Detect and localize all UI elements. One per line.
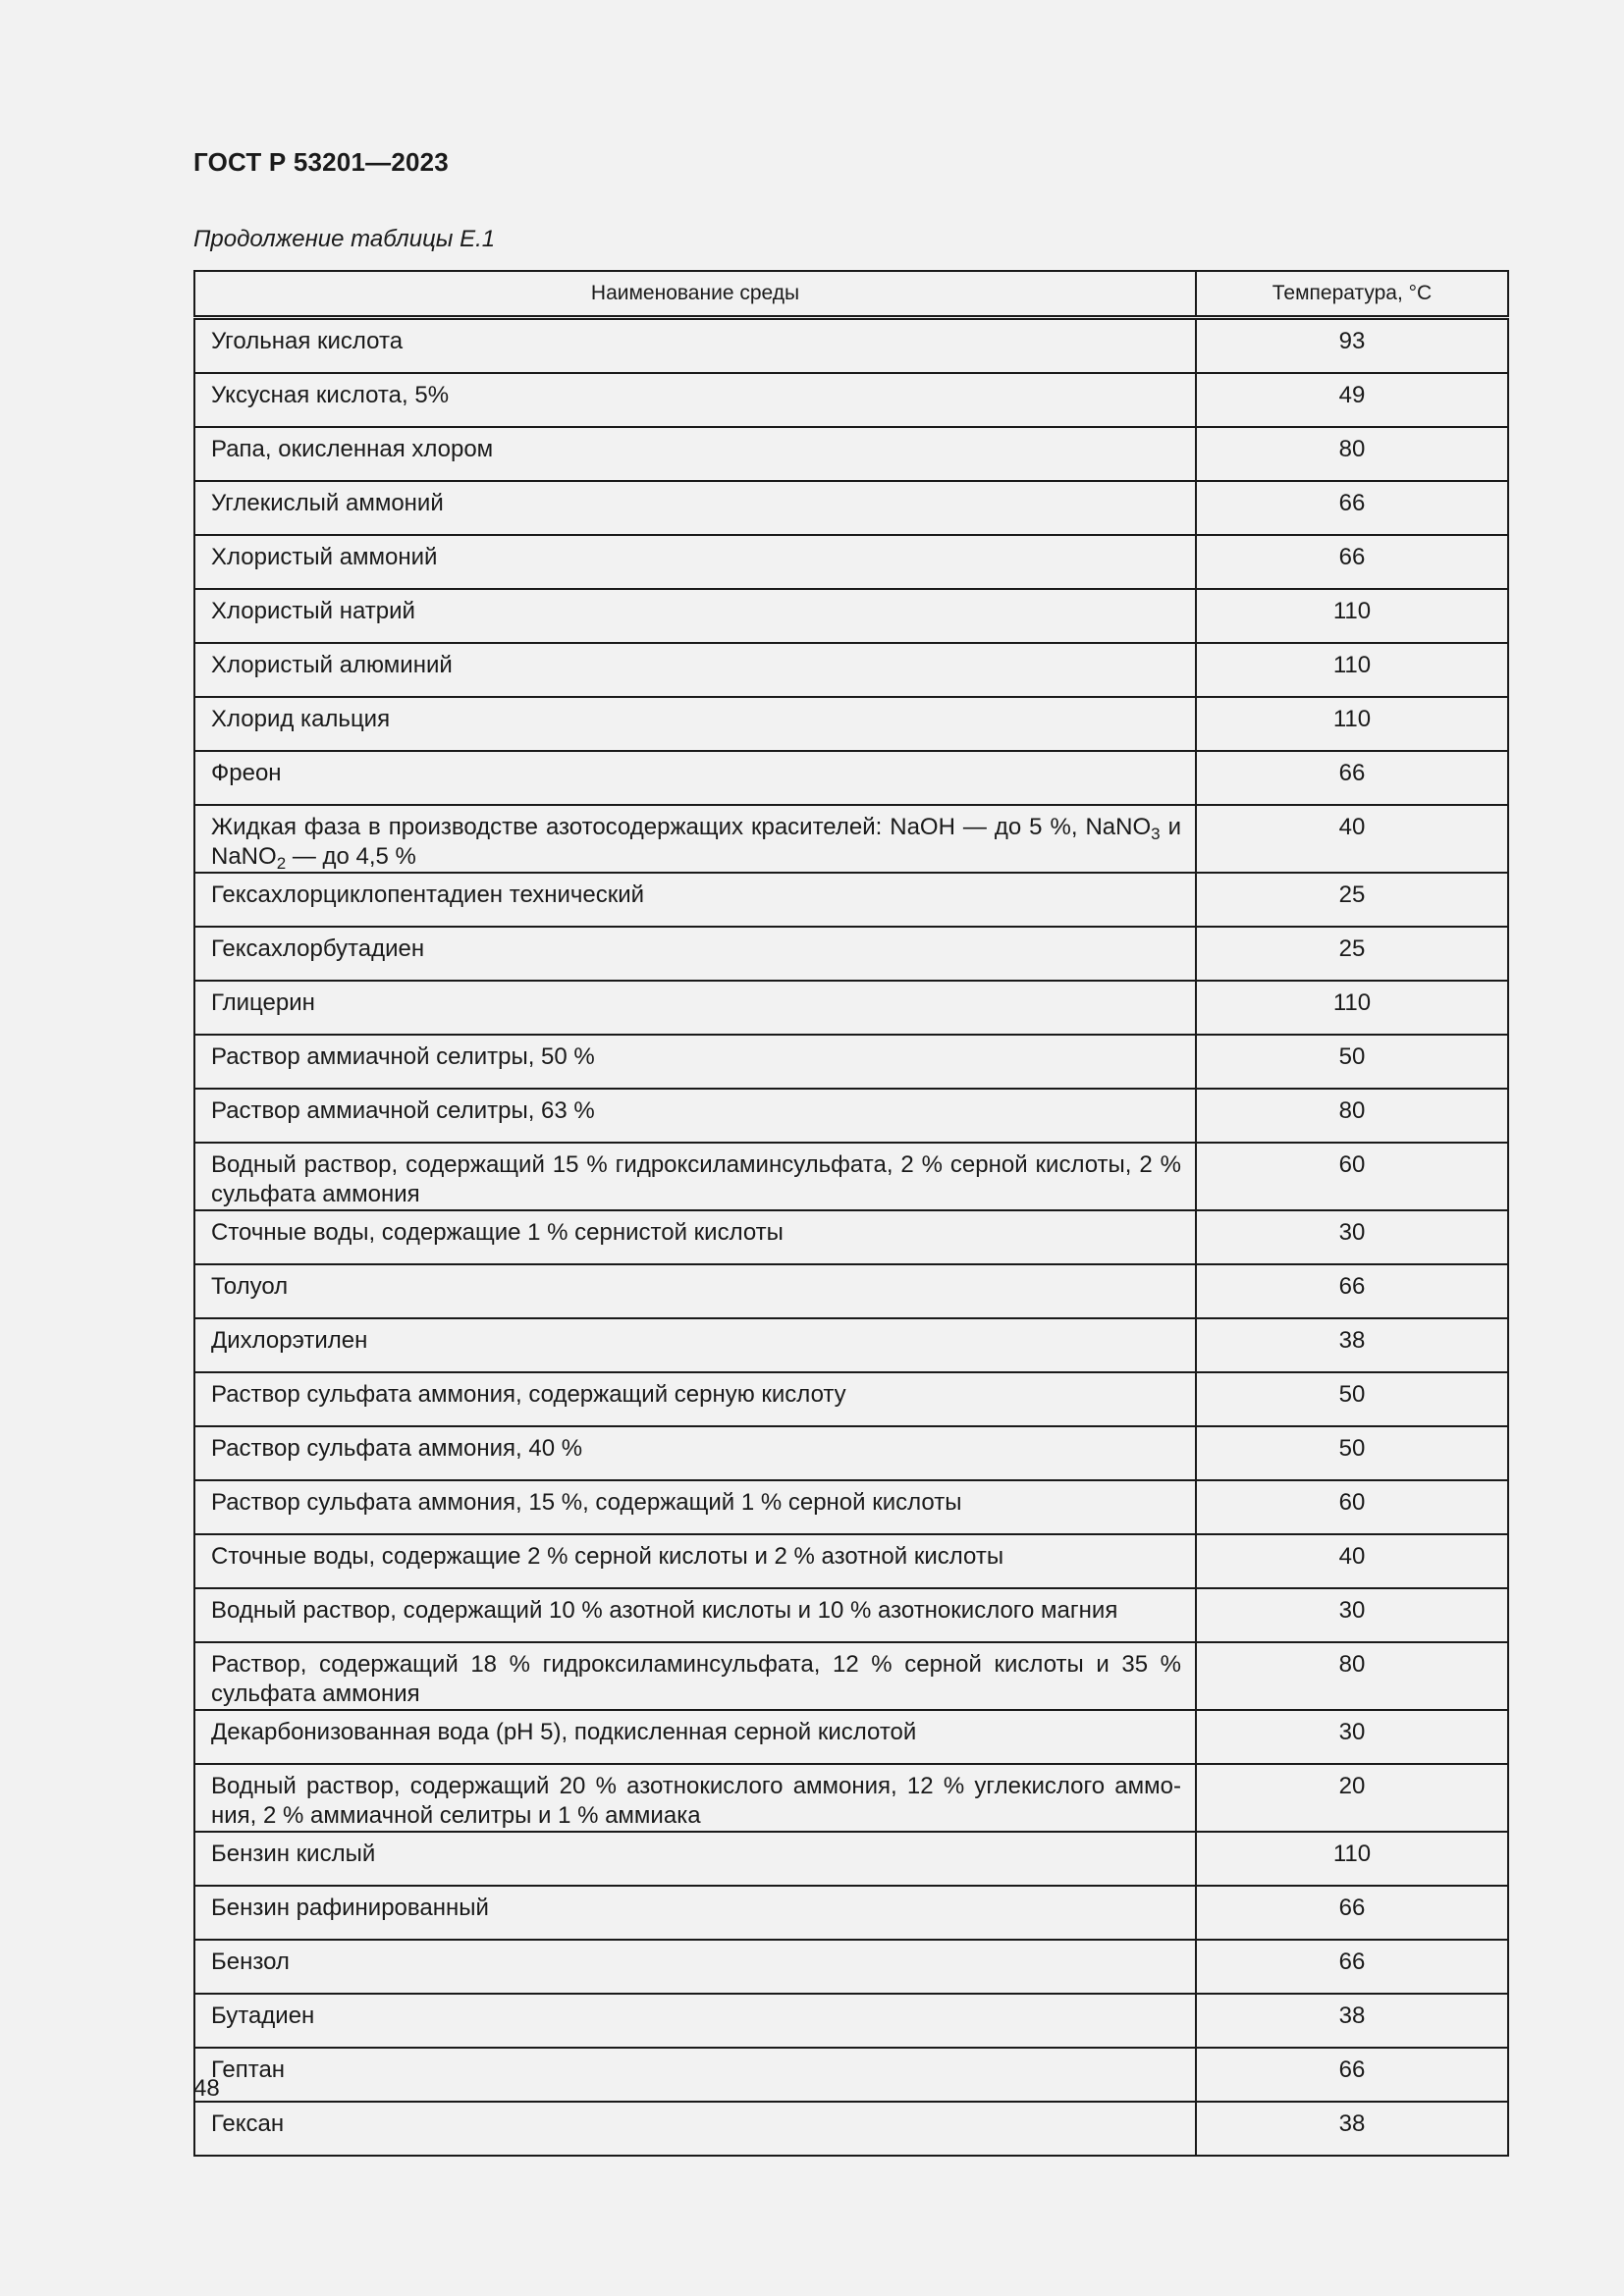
table-header-row xyxy=(194,271,1508,318)
table-row xyxy=(194,751,1508,805)
document-header: ГОСТ Р 53201—2023 xyxy=(193,147,449,177)
medium-name-cell: Рапа, окисленная хлором xyxy=(194,427,1196,481)
medium-name-cell: Хлорид кальция xyxy=(194,697,1196,751)
table-body xyxy=(194,318,1508,2157)
medium-name-cell: Раствор аммиачной селитры, 63 % xyxy=(194,1089,1196,1143)
medium-name-cell: Уксусная кислота, 5% xyxy=(194,373,1196,427)
table-row xyxy=(194,981,1508,1035)
medium-name-cell: Раствор аммиачной селитры, 50 % xyxy=(194,1035,1196,1089)
medium-name-cell: Водный раствор, содержащий 20 % азотнокислого аммония, 12 % углекислого аммо-ния, 2 % аммиачной селитры и 1 % аммиака xyxy=(194,1764,1196,1832)
table-row xyxy=(194,927,1508,981)
table-row xyxy=(194,1534,1508,1588)
temperature-cell: 66 xyxy=(1196,481,1508,535)
table-row xyxy=(194,318,1508,374)
medium-name-cell: Жидкая фаза в производстве азотосодержащих красителей: NaOH — до 5 %, NaNO$_3$ и NaNO$_2$ — до 4,5 % xyxy=(194,805,1196,873)
temperature-cell: 25 xyxy=(1196,927,1508,981)
temperature-cell: 38 xyxy=(1196,1994,1508,2048)
temperature-cell: 49 xyxy=(1196,373,1508,427)
table-row xyxy=(194,805,1508,873)
medium-name-cell: Дихлорэтилен xyxy=(194,1318,1196,1372)
column-header-temperature: Температура, °C xyxy=(1196,271,1508,318)
table-row xyxy=(194,697,1508,751)
temperature-cell: 80 xyxy=(1196,427,1508,481)
table-row xyxy=(194,1143,1508,1210)
medium-name-cell: Хлористый аммоний xyxy=(194,535,1196,589)
table-row xyxy=(194,373,1508,427)
media-temperature-table xyxy=(193,270,1509,2157)
table-row xyxy=(194,1480,1508,1534)
temperature-cell: 66 xyxy=(1196,751,1508,805)
table-row xyxy=(194,1264,1508,1318)
temperature-cell: 40 xyxy=(1196,805,1508,873)
table-row xyxy=(194,481,1508,535)
temperature-cell: 50 xyxy=(1196,1426,1508,1480)
temperature-cell: 110 xyxy=(1196,643,1508,697)
table-row xyxy=(194,1372,1508,1426)
table-row xyxy=(194,1089,1508,1143)
medium-name-cell: Угольная кислота xyxy=(194,318,1196,374)
table-row xyxy=(194,1588,1508,1642)
table-row xyxy=(194,1710,1508,1764)
table-row xyxy=(194,2102,1508,2156)
medium-name-cell: Раствор сульфата аммония, 40 % xyxy=(194,1426,1196,1480)
table-row xyxy=(194,1426,1508,1480)
table-row xyxy=(194,1940,1508,1994)
medium-name-cell: Бензин рафинированный xyxy=(194,1886,1196,1940)
temperature-cell: 38 xyxy=(1196,1318,1508,1372)
temperature-cell: 30 xyxy=(1196,1210,1508,1264)
temperature-cell: 80 xyxy=(1196,1089,1508,1143)
temperature-cell: 110 xyxy=(1196,697,1508,751)
medium-name-cell: Бутадиен xyxy=(194,1994,1196,2048)
table-row xyxy=(194,1832,1508,1886)
table-row xyxy=(194,873,1508,927)
medium-name-cell: Водный раствор, содержащий 10 % азотной кислоты и 10 % азотнокислого магния xyxy=(194,1588,1196,1642)
medium-name-cell: Фреон xyxy=(194,751,1196,805)
medium-name-cell: Глицерин xyxy=(194,981,1196,1035)
column-header-medium: Наименование среды xyxy=(194,271,1196,318)
medium-name-cell: Раствор сульфата аммония, 15 %, содержащий 1 % серной кислоты xyxy=(194,1480,1196,1534)
temperature-cell: 110 xyxy=(1196,589,1508,643)
temperature-cell: 66 xyxy=(1196,2048,1508,2102)
medium-name-cell: Декарбонизованная вода (pH 5), подкисленная серной кислотой xyxy=(194,1710,1196,1764)
table-row xyxy=(194,1035,1508,1089)
temperature-cell: 38 xyxy=(1196,2102,1508,2156)
temperature-cell: 66 xyxy=(1196,1264,1508,1318)
temperature-cell: 66 xyxy=(1196,1940,1508,1994)
table-row xyxy=(194,589,1508,643)
table-row xyxy=(194,1994,1508,2048)
temperature-cell: 110 xyxy=(1196,981,1508,1035)
temperature-cell: 40 xyxy=(1196,1534,1508,1588)
medium-name-cell: Раствор сульфата аммония, содержащий серную кислоту xyxy=(194,1372,1196,1426)
table-caption: Продолжение таблицы Е.1 xyxy=(193,226,496,252)
page-number: 48 xyxy=(193,2075,220,2102)
table-row xyxy=(194,2048,1508,2102)
temperature-cell: 20 xyxy=(1196,1764,1508,1832)
medium-name-cell: Углекислый аммоний xyxy=(194,481,1196,535)
temperature-cell: 66 xyxy=(1196,1886,1508,1940)
temperature-cell: 30 xyxy=(1196,1588,1508,1642)
medium-name-cell: Сточные воды, содержащие 2 % серной кислоты и 2 % азотной кислоты xyxy=(194,1534,1196,1588)
medium-name-cell: Гептан xyxy=(194,2048,1196,2102)
temperature-cell: 93 xyxy=(1196,318,1508,374)
temperature-cell: 110 xyxy=(1196,1832,1508,1886)
temperature-cell: 66 xyxy=(1196,535,1508,589)
medium-name-cell: Толуол xyxy=(194,1264,1196,1318)
table-row xyxy=(194,1886,1508,1940)
table-row xyxy=(194,643,1508,697)
medium-name-cell: Хлористый натрий xyxy=(194,589,1196,643)
temperature-cell: 60 xyxy=(1196,1143,1508,1210)
table-row xyxy=(194,427,1508,481)
temperature-cell: 30 xyxy=(1196,1710,1508,1764)
medium-name-cell: Гексахлорциклопентадиен технический xyxy=(194,873,1196,927)
medium-name-cell: Сточные воды, содержащие 1 % сернистой кислоты xyxy=(194,1210,1196,1264)
table-row xyxy=(194,1318,1508,1372)
temperature-cell: 80 xyxy=(1196,1642,1508,1710)
medium-name-cell: Гексан xyxy=(194,2102,1196,2156)
medium-name-cell: Бензол xyxy=(194,1940,1196,1994)
table-row xyxy=(194,1764,1508,1832)
medium-name-cell: Водный раствор, содержащий 15 % гидроксиламинсульфата, 2 % серной кислоты, 2 % сульфата аммония xyxy=(194,1143,1196,1210)
medium-name-cell: Хлористый алюминий xyxy=(194,643,1196,697)
temperature-cell: 50 xyxy=(1196,1035,1508,1089)
table-row xyxy=(194,535,1508,589)
table-row xyxy=(194,1210,1508,1264)
medium-name-cell: Раствор, содержащий 18 % гидроксиламинсульфата, 12 % серной кислоты и 35 % сульфата аммония xyxy=(194,1642,1196,1710)
table-row xyxy=(194,1642,1508,1710)
temperature-cell: 60 xyxy=(1196,1480,1508,1534)
medium-name-cell: Гексахлорбутадиен xyxy=(194,927,1196,981)
medium-name-cell: Бензин кислый xyxy=(194,1832,1196,1886)
temperature-cell: 25 xyxy=(1196,873,1508,927)
temperature-cell: 50 xyxy=(1196,1372,1508,1426)
